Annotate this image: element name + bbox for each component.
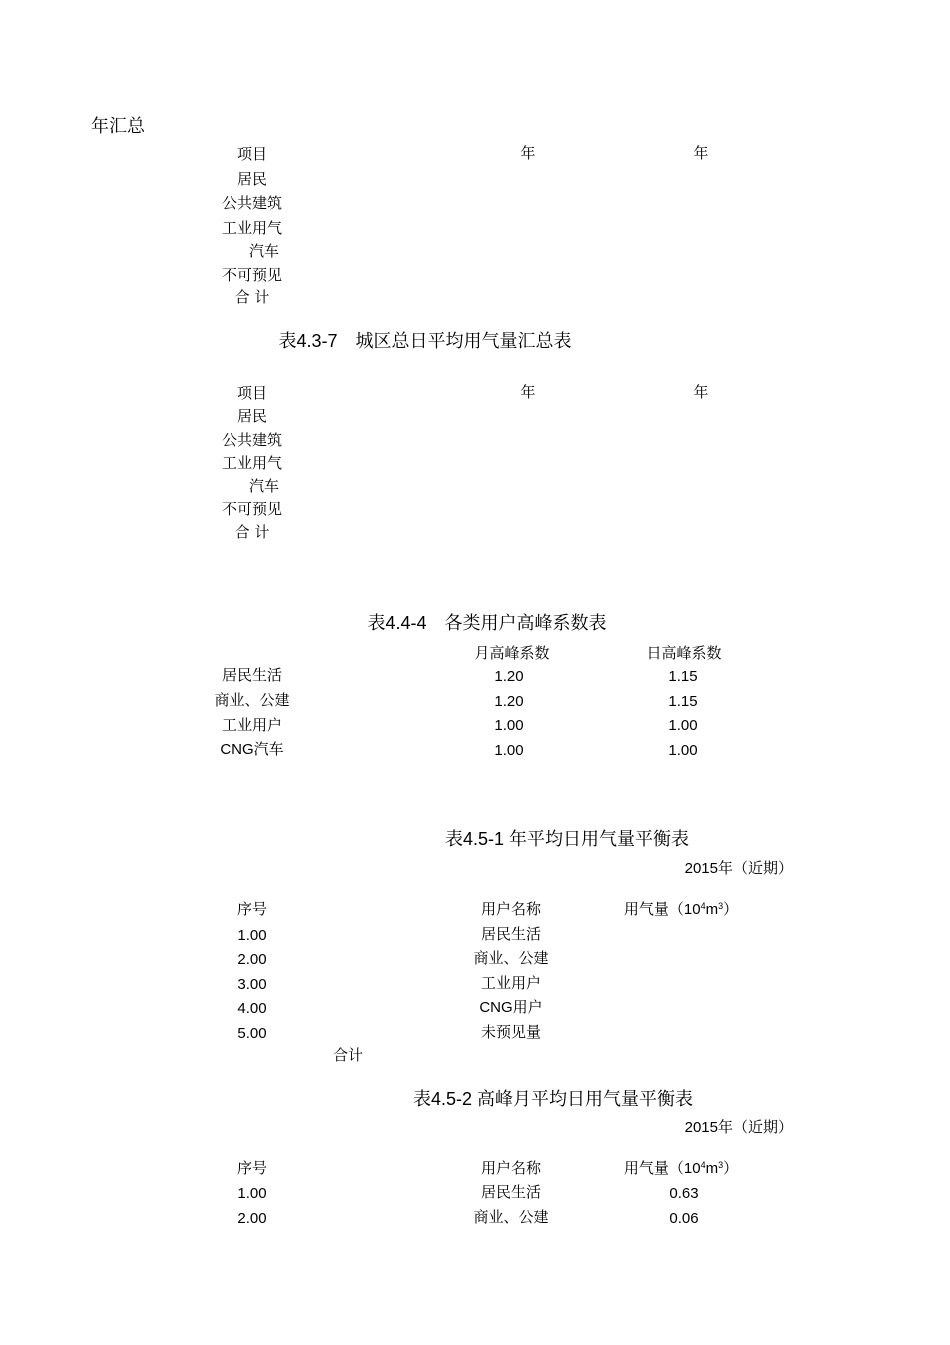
header-year-2: 年 <box>693 144 709 162</box>
row-user-name: 商业、公建 <box>473 950 549 967</box>
header-user-name: 用户名称 <box>480 1159 542 1177</box>
row-label: 居民 <box>236 407 268 425</box>
row-no: 1.00 <box>237 1185 267 1202</box>
row-label: CNG汽车 <box>220 741 284 758</box>
row-label: 工业用气 <box>221 219 283 237</box>
header-item: 项目 <box>236 145 268 163</box>
row-user-name: 未预见量 <box>480 1024 542 1041</box>
table-title: 表4.5-2 高峰月平均日用气量平衡表 <box>412 1089 694 1109</box>
row-no: 1.00 <box>237 927 267 944</box>
header-year-1: 年 <box>520 144 536 162</box>
header-no: 序号 <box>236 900 268 918</box>
row-user-name: 工业用户 <box>480 975 542 992</box>
header-year-1: 年 <box>520 383 536 401</box>
row-label: 居民 <box>236 170 268 188</box>
row-label: 合 计 <box>234 288 270 306</box>
period-label: 2015年（近期） <box>684 860 793 877</box>
table-title: 表4.3-7 城区总日平均用气量汇总表 <box>278 331 572 351</box>
row-label: 工业用气 <box>221 454 283 472</box>
row-user-name: 居民生活 <box>480 1184 542 1201</box>
monthly-value: 1.00 <box>494 717 524 734</box>
period-label: 2015年（近期） <box>684 1119 793 1136</box>
header-no: 序号 <box>236 1159 268 1177</box>
daily-value: 1.00 <box>668 717 698 734</box>
header-daily-peak: 日高峰系数 <box>646 644 722 662</box>
row-no: 2.00 <box>237 1210 267 1227</box>
row-no: 4.00 <box>237 1000 267 1017</box>
row-quantity: 0.63 <box>669 1185 699 1202</box>
table-title: 表4.4-4 各类用户高峰系数表 <box>367 613 607 633</box>
row-user-name: 居民生活 <box>480 926 542 943</box>
daily-value: 1.00 <box>668 742 698 759</box>
row-user-name: 商业、公建 <box>473 1209 549 1226</box>
daily-value: 1.15 <box>668 693 698 710</box>
row-user-name: CNG用户 <box>479 999 543 1016</box>
row-label: 不可预见 <box>221 266 283 284</box>
header-quantity: 用气量$(10^4m^3)$ <box>623 1160 739 1177</box>
daily-value: 1.15 <box>668 668 698 685</box>
row-no: 5.00 <box>237 1025 267 1042</box>
header-quantity: 用气量$(10^4m^3)$ <box>623 901 739 918</box>
header-year-2: 年 <box>693 383 709 401</box>
row-label: 工业用户 <box>221 717 283 734</box>
row-label: 汽车 <box>248 242 280 260</box>
row-label: 不可预见 <box>221 500 283 518</box>
row-label: 公共建筑 <box>221 431 283 449</box>
row-label: 公共建筑 <box>221 194 283 212</box>
row-label: 商业、公建 <box>214 692 290 709</box>
row-no: 2.00 <box>237 951 267 968</box>
monthly-value: 1.00 <box>494 742 524 759</box>
row-quantity: 0.06 <box>669 1210 699 1227</box>
row-label: 汽车 <box>248 477 280 495</box>
section-heading: 年汇总 <box>91 116 145 137</box>
header-monthly-peak: 月高峰系数 <box>474 644 550 662</box>
row-no: 3.00 <box>237 976 267 993</box>
total-label: 合计 <box>332 1046 364 1064</box>
monthly-value: 1.20 <box>494 668 524 685</box>
header-user-name: 用户名称 <box>480 900 542 918</box>
row-label: 合 计 <box>234 523 270 541</box>
table-title: 表4.5-1 年平均日用气量平衡表 <box>444 829 690 849</box>
header-item: 项目 <box>236 384 268 402</box>
monthly-value: 1.20 <box>494 693 524 710</box>
row-label: 居民生活 <box>221 667 283 684</box>
